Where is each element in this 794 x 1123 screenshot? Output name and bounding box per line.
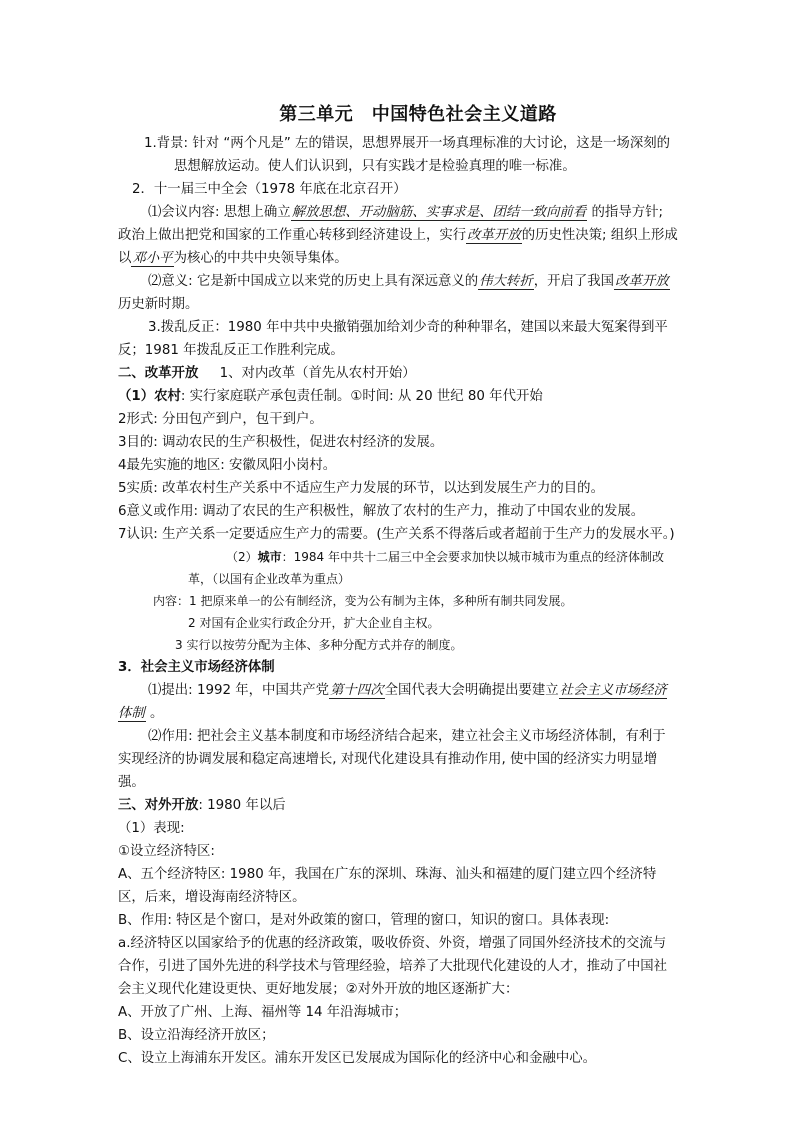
plenum-content-paragraph — [118, 201, 678, 270]
market-proposal-post: 。 — [145, 706, 164, 721]
reform-subheading: 1、对内改革（首先从农村开始） — [219, 366, 416, 381]
plenum-meaning-post: 历史新时期。 — [118, 297, 199, 312]
rural-item: 2形式: 分田包产到户，包干到户。 — [118, 412, 323, 427]
page-title: 第三单元 中国特色社会主义道路 — [279, 104, 557, 125]
handwritten-answer: 社会主义市场经济体制 — [118, 683, 667, 721]
opening-heading-text: : 1980 年以后 — [198, 798, 286, 813]
rectification-paragraph: 3.拨乱反正：1980 年中共中央撤销强加给刘少奇的种种罪名，建国以来最大冤案得到平反；1981 年拨乱反正工作胜利完成。 — [118, 320, 668, 358]
plenum-heading: 2．十一届三中全会（1978 年底在北京召开） — [132, 182, 407, 197]
market-effect-paragraph: ⑵作用: 把社会主义基本制度和市场经济结合起来，建立社会主义市场经济体制，有利于实现经济的协调发展和稳定高速增长, 对现代化建设具有推动作用, 使中国的经济实力明显增强。 — [118, 729, 666, 790]
rural-item: 5实质: 改革农村生产关系中不适应生产力发展的环节，以达到发展生产力的目的。 — [118, 481, 604, 496]
plenum-meaning-mid: ，开启了我国 — [533, 274, 615, 289]
city-paragraph — [118, 546, 678, 590]
opening-item: B、设立沿海经济开放区； — [118, 1028, 275, 1043]
rural-item: 4最先实施的地区: 安徽凤阳小岗村。 — [118, 458, 337, 473]
plenum-content-mid: 的指导方针; 政治上做出把党和国家的工作重心转移到经济建设上，实行 — [118, 205, 664, 243]
market-proposal-mid: 全国代表大会明确提出要建立 — [384, 683, 559, 698]
plenum-meaning-pre: ⑵意义: 它是新中国成立以来党的历史上具有深远意义的 — [148, 274, 479, 289]
rural-label: （1）农村 — [118, 389, 181, 404]
opening-item: B、作用: 特区是个窗口，是对外政策的窗口，管理的窗口，知识的窗口。具体表现: — [118, 913, 610, 928]
rural-item: 7认识: 生产关系一定要适应生产力的需要。(生产关系不得落后或者超前于生产力的发展水平。) — [118, 527, 675, 542]
city-prefix: （2） — [226, 550, 258, 564]
handwritten-answer: 改革开放 — [467, 228, 521, 243]
city-content-item: 3 实行以按劳分配为主体、多种分配方式并存的制度。 — [175, 638, 463, 652]
handwritten-answer: 解放思想、开动脑筋、实事求是、团结一致向前看 — [291, 205, 587, 220]
market-proposal-paragraph — [118, 679, 678, 725]
plenum-content-mid2: 的历史性决策; 组织上形成以 — [118, 228, 678, 266]
opening-item: A、五个经济特区: 1980 年，我国在广东的深圳、珠海、汕头和福建的厦门建立四个经济特区，后来，增设海南经济特区。 — [118, 867, 657, 905]
reform-heading: 二、改革开放 — [118, 366, 199, 381]
market-heading: 3．社会主义市场经济体制 — [118, 660, 275, 675]
city-content-item: 2 对国有企业实行政企分开，扩大企业自主权。 — [188, 616, 440, 630]
rural-item: 6意义或作用: 调动了农民的生产积极性，解放了农村的生产力，推动了中国农业的发展。 — [118, 504, 645, 519]
market-proposal-pre: ⑴提出: 1992 年，中国共产党 — [148, 683, 330, 698]
opening-heading: 三、对外开放 — [118, 798, 199, 813]
background-paragraph: 1.背景: 针对 “两个凡是” 左的错误，思想界展开一场真理标准的大讨论，这是一场深刻的思想解放运动。使人们认识到，只有实践才是检验真理的唯一标准。 — [144, 136, 670, 174]
plenum-content-pre: ⑴会议内容: 思想上确立 — [148, 205, 291, 220]
plenum-content-post: 为核心的中共中央领导集体。 — [173, 251, 348, 266]
city-label: 城市 — [257, 550, 282, 564]
city-text: ：1984 年中共十二届三中全会要求加快以城市城市为重点的经济体制改革，（以国有企业改革为重点） — [188, 550, 665, 586]
plenum-meaning-paragraph — [118, 270, 678, 316]
handwritten-answer: 改革开放 — [615, 274, 669, 289]
opening-item: ①设立经济特区: — [118, 844, 215, 859]
rural-line — [118, 385, 678, 408]
city-content-item: 内容：1 把原来单一的公有制经济，变为公有制为主体，多种所有制共同发展。 — [153, 594, 573, 608]
opening-heading-line — [118, 794, 678, 817]
reform-heading-line — [118, 362, 678, 385]
handwritten-answer: 第十四次 — [330, 683, 384, 698]
handwritten-answer: 伟大转折 — [479, 274, 533, 289]
document-body — [118, 102, 678, 1070]
opening-item: A、开放了广州、上海、福州等 14 年沿海城市； — [118, 1005, 408, 1020]
opening-item: a.经济特区以国家给予的优惠的经济政策，吸收侨资、外资，增强了同国外经济技术的交流与合作，引进了国外先进的科学技术与管理经验，培养了大批现代化建设的人才，推动了中国社会主义现代化建设更快、更好地发展；②对外开放的地区逐渐扩大： — [118, 936, 668, 997]
rural-text: : 实行家庭联产承包责任制。①时间: 从 20 世纪 80 年代开始 — [180, 389, 543, 404]
handwritten-answer: 邓小平 — [132, 251, 173, 266]
opening-item: C、设立上海浦东开发区。浦东开发区已发展成为国际化的经济中心和金融中心。 — [118, 1051, 597, 1066]
rural-item: 3目的: 调动农民的生产积极性，促进农村经济的发展。 — [118, 435, 444, 450]
opening-item: （1）表现: — [118, 821, 185, 836]
